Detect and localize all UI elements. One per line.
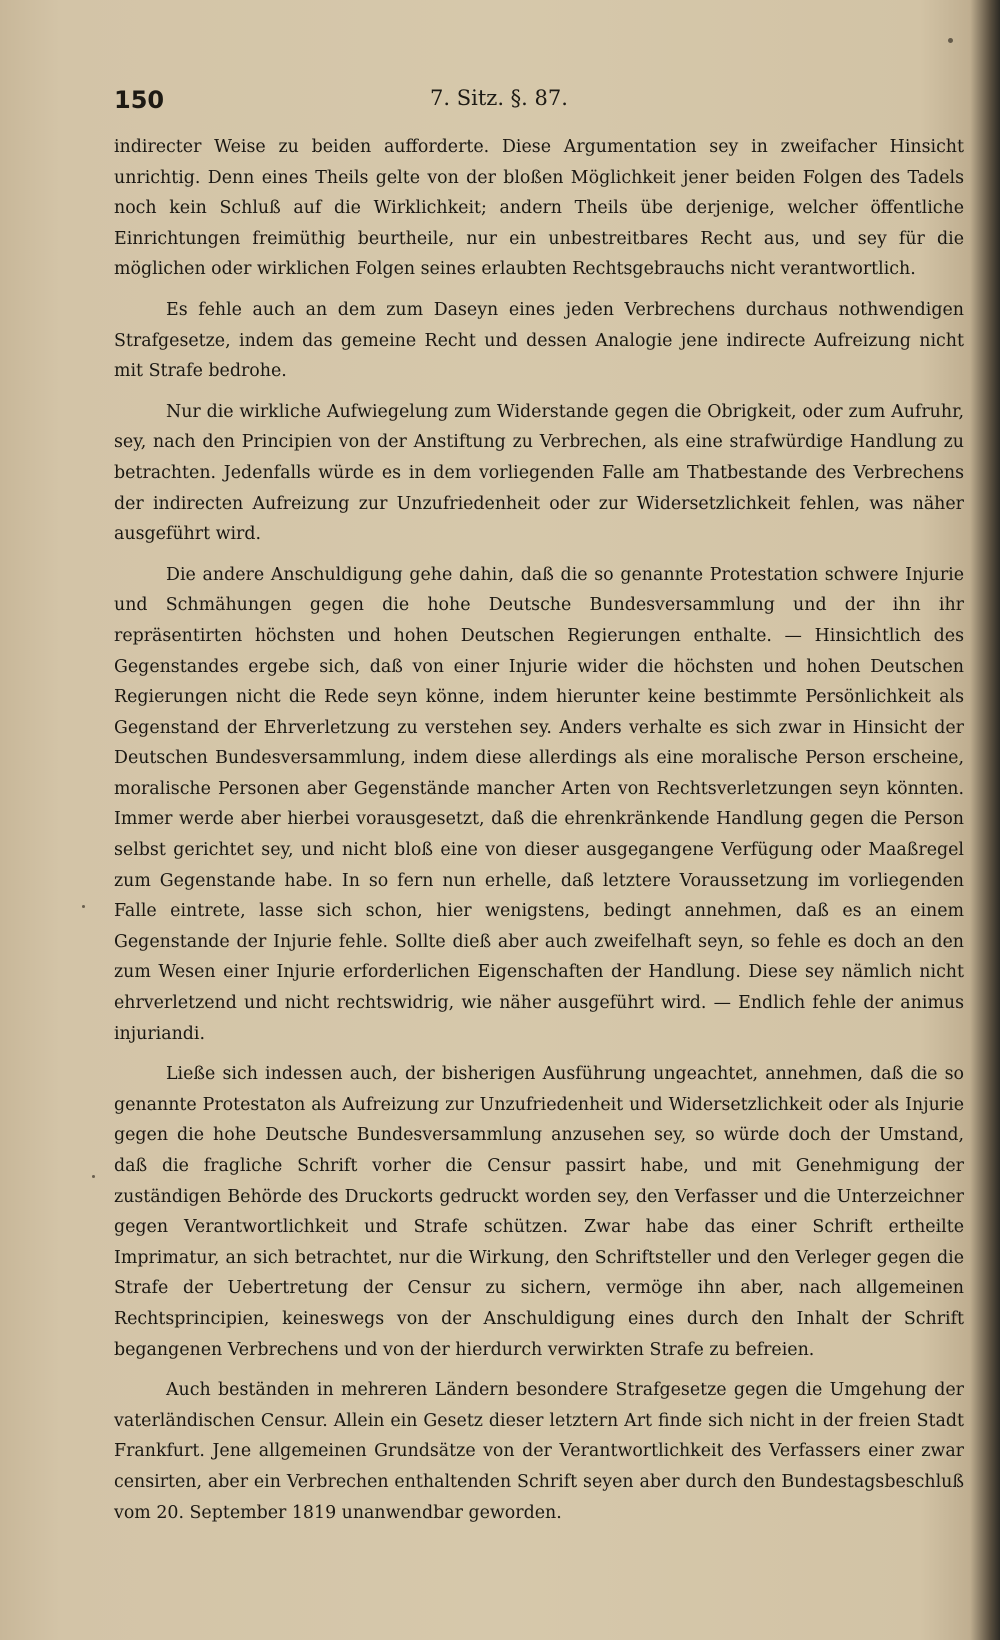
paragraph-5: Ließe sich indessen auch, der bisherigen Ausführung ungeachtet, annehmen, daß die so genannte Protestaton als Aufreizung zur Unzufriedenheit und Widersetzlichkeit oder als Injurie gegen die hohe Deutsche Bundesversammlung anzusehen sey, so würde doch der Umstand, daß die fragliche Schrift vorher die Censur passirt habe, und mit Genehmigung der zuständigen Behörde des Druckorts gedruckt worden sey, den Verfasser und die Unterzeichner gegen Verantwortlichkeit und Strafe schützen. Zwar habe das einer Schrift ertheilte Imprimatur, an sich betrachtet, nur die Wirkung, den Schriftsteller und den Verleger gegen die Strafe der Uebertretung der Censur zu sichern, vermöge ihn aber, nach allgemeinen Rechtsprincipien, keineswegs von der Anschuldigung eines durch den Inhalt der Schrift begangenen Verbrechens und von der hierdurch verwirkten Strafe zu befreien. xyxy=(114,1064,964,1360)
paragraph-3: Nur die wirkliche Aufwiegelung zum Widerstande gegen die Obrigkeit, oder zum Aufruhr, sey, nach den Principien von der Anstiftung zu Verbrechen, als eine strafwürdige Handlung zu betrachten. Jedenfalls würde es in dem vorliegenden Falle am Thatbestande des Verbrechens der indirecten Aufreizung zur Unzufriedenheit oder zur Widersetzlichkeit fehlen, was näher ausgeführt wird. xyxy=(114,401,964,545)
paper-speck xyxy=(82,905,85,908)
page-header xyxy=(114,86,964,120)
paragraph-4: Die andere Anschuldigung gehe dahin, daß die so genannte Protestation schwere Injurie und Schmähungen gegen die hohe Deutsche Bundesversammlung und der ihn ihr repräsentirten höchsten und hohen Deutschen Regierungen enthalte. — Hinsichtlich des Gegenstandes ergebe sich, daß von einer Injurie wider die höchsten und hohen Deutschen Regierungen nicht die Rede seyn könne, indem hierunter keine bestimmte Persönlichkeit als Gegenstand der Ehrverletzung zu verstehen sey. Anders verhalte es sich zwar in Hinsicht der Deutschen Bundesversammlung, indem diese allerdings als eine moralische Person erscheine, moralische Personen aber Gegenstände mancher Arten von Rechtsverletzungen seyn könnten. Immer werde aber hierbei vorausgesetzt, daß die ehrenkränkende Handlung gegen die Person selbst gerichtet sey, und nicht bloß eine von dieser ausgegangene Verfügung oder Maaßregel zum Gegenstande habe. In so fern nun erhelle, daß letztere Voraussetzung im vorliegenden Falle eintrete, lasse sich schon, hier wenigstens, bedingt annehmen, daß es an einem Gegenstande der Injurie fehle. Sollte dieß aber auch zweifelhaft seyn, so fehle es doch an den zum Wesen einer Injurie erforderlichen Eigenschaften der Handlung. Diese sey nämlich nicht ehrverletzend und nicht rechtswidrig, wie näher ausgeführt wird. — Endlich fehle der animus injuriandi. xyxy=(114,564,964,1044)
paragraph-2: Es fehle auch an dem zum Daseyn eines jeden Verbrechens durchaus nothwendigen Strafgesetze, indem das gemeine Recht und dessen Analogie jene indirecte Aufreizung nicht mit Strafe bedrohe. xyxy=(114,299,964,382)
running-head: 7. Sitz. §. 87. xyxy=(430,86,568,110)
paragraph-1: indirecter Weise zu beiden aufforderte. Diese Argumentation sey in zweifacher Hinsicht unrichtig. Denn eines Theils gelte von der bloßen Möglichkeit jener beiden Folgen des Tadels noch kein Schluß auf die Wirklichkeit; andern Theils übe derjenige, welcher öffentliche Einrichtungen freimüthig beurtheile, nur ein unbestreitbares Recht aus, und sey für die möglichen oder wirklichen Folgen seines erlaubten Rechtsgebrauchs nicht verantwortlich. xyxy=(114,137,964,280)
body-text xyxy=(114,132,964,1538)
page-number: 150 xyxy=(114,86,165,114)
paper-speck xyxy=(948,38,953,43)
paper-speck xyxy=(92,1175,95,1178)
paragraph-6: Auch beständen in mehreren Ländern besondere Strafgesetze gegen die Umgehung der vaterländischen Censur. Allein ein Gesetz dieser letztern Art finde sich nicht in der freien Stadt Frankfurt. Jene allgemeinen Grundsätze von der Verantwortlichkeit des Verfassers einer zwar censirten, aber ein Verbrechen enthaltenden Schrift seyen aber durch den Bundestagsbeschluß vom 20. September 1819 unanwendbar geworden. xyxy=(114,1380,964,1523)
